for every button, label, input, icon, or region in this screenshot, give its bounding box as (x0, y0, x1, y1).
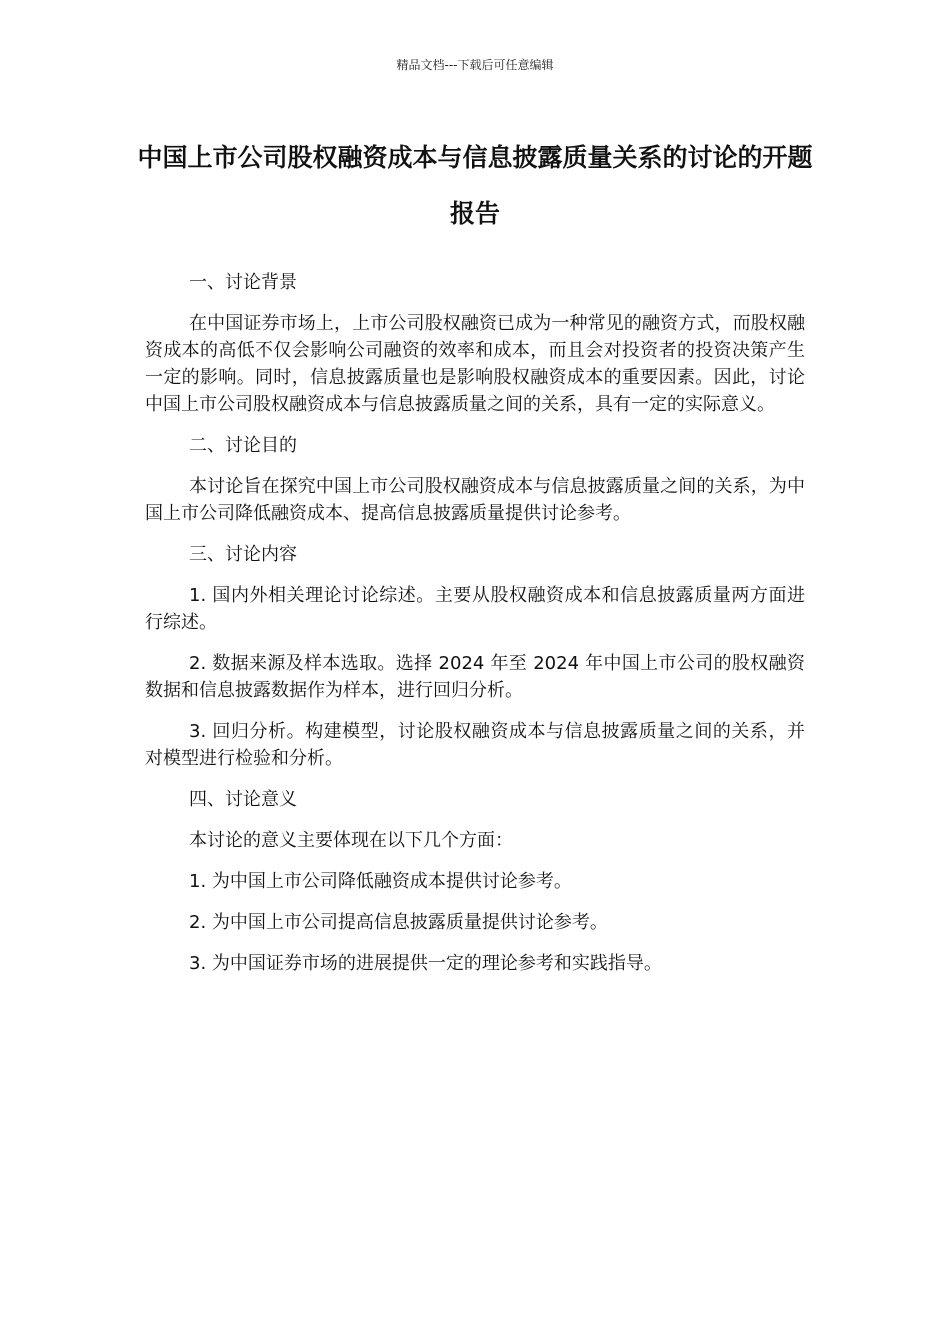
section-heading-content: 三、讨论内容 (189, 544, 297, 565)
document-title: 中国上市公司股权融资成本与信息披露质量关系的讨论的开题报告 (137, 143, 813, 228)
document-body (145, 269, 805, 991)
page-header-watermark: 精品文档---下载后可任意编辑 (396, 58, 554, 72)
significance-item-market: 3. 为中国证券市场的进展提供一定的理论参考和实践指导。 (189, 953, 662, 974)
significance-item-cost: 1. 为中国上市公司降低融资成本提供讨论参考。 (189, 871, 572, 892)
purpose-paragraph: 本讨论旨在探究中国上市公司股权融资成本与信息披露质量之间的关系，为中国上市公司降低融资成本、提高信息披露质量提供讨论参考。 (145, 476, 805, 524)
significance-intro: 本讨论的意义主要体现在以下几个方面： (189, 830, 513, 851)
significance-item-disclosure: 2. 为中国上市公司提高信息披露质量提供讨论参考。 (189, 912, 608, 933)
section-heading-purpose: 二、讨论目的 (189, 435, 297, 456)
section-heading-significance: 四、讨论意义 (189, 789, 297, 810)
section-heading-background: 一、讨论背景 (189, 272, 297, 293)
content-item-literature-review: 1. 国内外相关理论讨论综述。主要从股权融资成本和信息披露质量两方面进行综述。 (145, 585, 805, 633)
background-paragraph: 在中国证券市场上，上市公司股权融资已成为一种常见的融资方式，而股权融资成本的高低不仅会影响公司融资的效率和成本，而且会对投资者的投资决策产生一定的影响。同时，信息披露质量也是影响股权融资成本的重要因素。因此，讨论中国上市公司股权融资成本与信息披露质量之间的关系，具有一定的实际意义。 (145, 313, 805, 415)
content-item-regression: 3. 回归分析。构建模型，讨论股权融资成本与信息披露质量之间的关系，并对模型进行检验和分析。 (145, 721, 805, 769)
content-item-data-sample: 2. 数据来源及样本选取。选择 2024 年至 2024 年中国上市公司的股权融资数据和信息披露数据作为样本，进行回归分析。 (145, 653, 805, 701)
